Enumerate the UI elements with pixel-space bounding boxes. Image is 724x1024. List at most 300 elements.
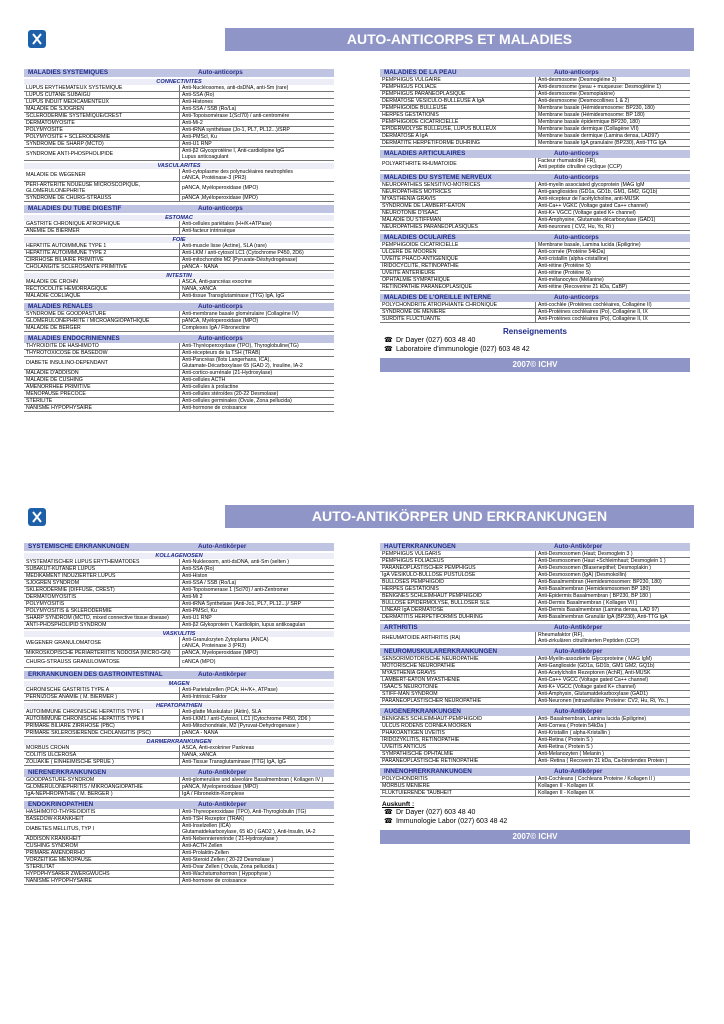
disease-cell: MALADIE DE SJOGREN bbox=[26, 106, 84, 112]
table-row bbox=[24, 250, 334, 257]
subsection-header: INTESTIN bbox=[24, 273, 334, 279]
table-row bbox=[24, 587, 334, 594]
section-header bbox=[24, 671, 334, 679]
antibody-cell: Anti-PMScl, Ku bbox=[179, 608, 334, 614]
de-right-column bbox=[380, 540, 690, 844]
antibody-cell: Anti-tissue Transglutaminase (TTG) IgA, IgG bbox=[179, 293, 334, 299]
antibody-cell: Anti-Prolaktin-Zellen bbox=[179, 850, 334, 856]
table-row bbox=[380, 607, 690, 614]
phone-icon: ☎ bbox=[384, 809, 393, 816]
disease-cell: AUTOIMMUNE CHRONISCHE HEPATITIS TYPE I bbox=[26, 709, 143, 715]
table-row bbox=[380, 309, 690, 316]
disease-cell: NEUROPATHIES PARANEOPLASIQUES bbox=[382, 224, 478, 230]
table-row bbox=[380, 593, 690, 600]
table-row bbox=[380, 684, 690, 691]
antibody-cell: Kollagen II - Kollagen IX bbox=[535, 790, 690, 796]
disease-cell: AMENORRHEE PRIMITIVE bbox=[26, 384, 91, 390]
table-row bbox=[380, 677, 690, 684]
table-row bbox=[380, 632, 690, 645]
table-row bbox=[24, 650, 334, 657]
table-row bbox=[380, 277, 690, 284]
section-antibody-label: Auto-anticorps bbox=[554, 294, 599, 301]
table-row bbox=[24, 878, 334, 885]
disease-cell: RHEUMATOIDE ARTHRITIS (RA) bbox=[382, 635, 461, 641]
table-row bbox=[380, 126, 690, 133]
table-row bbox=[380, 182, 690, 189]
section-header bbox=[380, 708, 690, 716]
antibody-cell: Anti-U1 RNP bbox=[179, 141, 334, 147]
antibody-cell: Anti-cellules germinales (Ovule, Zona pellucida) bbox=[179, 398, 334, 404]
antibody-cell: Anti-gangliosides (GD1a, GD1b, GM1, GM2, GQ1b) bbox=[535, 189, 690, 195]
antibody-cell: Anti-Desmosomen (IgA) (Desmokollin) bbox=[535, 572, 690, 578]
disease-cell: THYROIDITE DE HASHIMOTO bbox=[26, 343, 99, 349]
disease-cell: MALADIE DE BERGER bbox=[26, 325, 81, 331]
disease-cell: SYNDROME DE LAMBERT-EATON bbox=[382, 203, 466, 209]
antibody-cell: Complexes IgA / Fibronectine bbox=[179, 325, 334, 331]
antibody-cell: Anti-cristallin (alpha-cristalline) bbox=[535, 256, 690, 262]
disease-cell: MENOPAUSE PRECOCE bbox=[26, 391, 86, 397]
disease-cell: SCLERODERMIE SYSTEMIQUE/CREST bbox=[26, 113, 122, 119]
section-antibody-label: Auto-anticorps bbox=[554, 150, 599, 157]
table-row bbox=[24, 566, 334, 573]
table-row bbox=[24, 615, 334, 622]
disease-cell: LINEAR IgA DERMATOSE bbox=[382, 607, 444, 613]
table-row bbox=[24, 264, 334, 271]
disease-cell: COLITIS ULCEROSA bbox=[26, 752, 77, 758]
table-row bbox=[24, 325, 334, 332]
fr-left-column bbox=[24, 66, 334, 412]
antibody-cell: Anti-Steroid Zellen ( 20-22 Desmolase ) bbox=[179, 857, 334, 863]
disease-cell: PRIMARE AMENORRHO bbox=[26, 850, 86, 856]
antibody-cell: Anti-tRNA synthétase (Jo-1, PL7, PL12...)/SRP bbox=[179, 127, 334, 133]
antibody-cell: Anti-rétine (Recoverine 21 kDa, CaBP) bbox=[535, 284, 690, 290]
subsection-header: DARMERKRANKUNGEN bbox=[24, 739, 334, 745]
table-row bbox=[24, 257, 334, 264]
disease-cell: PEMPHIGUS PARANEOPLASIQUE bbox=[382, 91, 466, 97]
disease-cell: PEMPHIGUS FOLIACE bbox=[382, 84, 437, 90]
disease-cell: ANTI-PHOSPHOLIPID SYNDROM bbox=[26, 622, 107, 628]
disease-cell: DERMATOSE VESICULO-BULLEUSE A IgA bbox=[382, 98, 485, 104]
antibody-cell: Anti-cochlée (Protéines cochléaires, Collagène II) bbox=[535, 302, 690, 308]
table-row bbox=[380, 698, 690, 705]
table-row bbox=[24, 594, 334, 601]
footer-copyright: 2007© ICHV bbox=[380, 358, 690, 372]
disease-cell: IgA-NEPHROPATHIE ( M. BERGER ) bbox=[26, 791, 113, 797]
disease-cell: GLOMERULONEPHRITE / MICROANGIOPATHIQUE bbox=[26, 318, 150, 324]
table-row bbox=[380, 302, 690, 309]
subsection-header: FOIE bbox=[24, 237, 334, 243]
table-row bbox=[24, 809, 334, 816]
fr-right-column bbox=[380, 66, 690, 372]
table-row bbox=[24, 752, 334, 759]
disease-cell: HASHIMOTO-THYREOIDITIS bbox=[26, 809, 96, 815]
table-row bbox=[24, 745, 334, 752]
section-antibody-label: Auto-Antikörper bbox=[554, 543, 603, 550]
disease-cell: POLYARTHRITE RHUMATOIDE bbox=[382, 161, 457, 167]
section-title: MALADIES ARTICULAIRES bbox=[384, 150, 466, 157]
disease-cell: PEMPHIGUS VULGARIS bbox=[382, 551, 441, 557]
table-row bbox=[24, 377, 334, 384]
disease-cell: PEMPHIGOIDE CICATRICIELLE bbox=[382, 119, 459, 125]
antibody-cell: Anti-SSA (Ro) bbox=[179, 92, 334, 98]
antibody-cell: Anti-cellules stéroïdes (20-22 Desmolase) bbox=[179, 391, 334, 397]
antibody-cell: pANCA ,Myéloperoxidase (MPO) bbox=[179, 195, 334, 201]
disease-cell: SKLERODERMIE (DIFFUSE, CREST) bbox=[26, 587, 115, 593]
table-row bbox=[380, 112, 690, 119]
antibody-cell: ASCA, Anti-exokriner Pankreas bbox=[179, 745, 334, 751]
antibody-cell: Anti-mélanocytes (Mélanine) bbox=[535, 277, 690, 283]
disease-cell: EPIDERMOLYSE BULLEUSE, LUPUS BULLEUX bbox=[382, 126, 497, 132]
table-row bbox=[24, 243, 334, 250]
table-row bbox=[380, 751, 690, 758]
antibody-cell: Anti-cornée (Protéine 54kDa) bbox=[535, 249, 690, 255]
antibody-cell: Kollagen II - Kollagen IX bbox=[535, 783, 690, 789]
section-antibody-label: Auto-anticorps bbox=[198, 335, 243, 342]
table-row bbox=[24, 311, 334, 318]
antibody-cell: Anti-Nucléosomes, anti-dsDNA, anti-Sm (rare) bbox=[179, 85, 334, 91]
table-row bbox=[380, 119, 690, 126]
antibody-cell: Rheumafaktor (RF), Anti-zirkulären citrullinierten Peptiden (CCP) bbox=[535, 632, 690, 644]
table-row bbox=[24, 391, 334, 398]
table-row bbox=[24, 384, 334, 391]
footer-copyright: 2007© ICHV bbox=[380, 830, 690, 844]
disease-cell: ANEMIE DE BIERMER bbox=[26, 228, 80, 234]
disease-cell: DERMATITIS HERPETIFORMIS DUHRING bbox=[382, 614, 483, 620]
antibody-cell: Anti-U1 RNP bbox=[179, 615, 334, 621]
disease-cell: UVEITE PHACO-ANTIGENIQUE bbox=[382, 256, 459, 262]
disease-cell: MOTORISCHE NEUROPATHIE bbox=[382, 663, 456, 669]
disease-cell: CIRRHOSE BILIAIRE PRIMITIVE bbox=[26, 257, 104, 263]
antibody-cell: Anti-desmosome (Desmocollines 1 & 2) bbox=[535, 98, 690, 104]
antibody-cell: Anti-Retina ( Protein S ) bbox=[535, 737, 690, 743]
disease-cell: CHURG-STRAUSS GRANULOMATOSE bbox=[26, 659, 120, 665]
disease-cell: ADDISON KRANKHEIT bbox=[26, 836, 81, 842]
subsection-header: VASCULARITES bbox=[24, 163, 334, 169]
disease-cell: DERMATOMYOSITIS bbox=[26, 594, 77, 600]
disease-cell: MIKROSKOPISCHE PERIARTERIITIS NODOSA (MICRO-GN) bbox=[26, 650, 171, 656]
table-row bbox=[24, 141, 334, 148]
antibody-cell: Anti-Ca++ VGCC (Voltage gated Ca++ channel) bbox=[535, 677, 690, 683]
disease-cell: MORBUS MENIERE bbox=[382, 783, 430, 789]
antibody-cell: pANCA, Myéloperoxidase (MPO) bbox=[179, 182, 334, 194]
antibody-cell: Anti-Inselzellen (ICA) Glutamatdekarboxylase, 65 kD ( GAD2 ), Anti-Insulin, IA-2 bbox=[179, 823, 334, 835]
table-row bbox=[24, 221, 334, 228]
antibody-cell: Anti-SSA / SSB (Ro/La) bbox=[179, 106, 334, 112]
table-row bbox=[380, 744, 690, 751]
table-row bbox=[24, 730, 334, 737]
antibody-cell: Anti-Parietalzellen (PCA; H+/K+, ATPase) bbox=[179, 687, 334, 693]
antibody-cell: pANCA - NANA bbox=[179, 730, 334, 736]
table-row bbox=[24, 559, 334, 566]
table-row bbox=[380, 776, 690, 783]
section-title: MALADIES DU TUBE DIGESTIF bbox=[28, 205, 122, 212]
table-row bbox=[380, 196, 690, 203]
disease-cell: STIFF-MAN SYNDROM bbox=[382, 691, 438, 697]
disease-cell: BULLOSES PEMPHIGOID bbox=[382, 579, 444, 585]
section-antibody-label: Auto-anticorps bbox=[198, 69, 243, 76]
section-title: HAUTERKRANKUNGEN bbox=[384, 543, 456, 550]
disease-cell: SYNDROME ANTI-PHOSPHOLIPIDE bbox=[26, 151, 114, 157]
disease-cell: SENSORIMOTORISCHE NEUROPATHIE bbox=[382, 656, 479, 662]
disease-cell: BENIGNES SCHLEIMHAUT-PEMPHIGOID bbox=[382, 716, 483, 722]
antibody-cell: Anti-Thyréoperoxydase (TPO), Thyroglobuline(TG) bbox=[179, 343, 334, 349]
table-row bbox=[380, 203, 690, 210]
disease-cell: IRIDOCYCLITE, RETINOPATHIE bbox=[382, 263, 459, 269]
table-row bbox=[24, 370, 334, 377]
antibody-cell: Anti-Topoisomerase 1 (Scl70) / anti-Zentromer bbox=[179, 587, 334, 593]
antibody-cell: Anti-Amphysine, Glutamate-décarboxylase (GAD1) bbox=[535, 217, 690, 223]
section-antibody-label: Auto-Antikörper bbox=[198, 543, 247, 550]
antibody-cell: Membrane basale (Hémidesmosome: BP 180) bbox=[535, 112, 690, 118]
table-row bbox=[24, 573, 334, 580]
renseignements-heading: Renseignements bbox=[502, 327, 568, 336]
de-left-column bbox=[24, 540, 334, 885]
disease-cell: PEMPHIGOIDE BULLEUSE bbox=[382, 105, 448, 111]
section-header bbox=[24, 335, 334, 343]
disease-cell: ISAAC'S NEUROTONIE bbox=[382, 684, 438, 690]
disease-cell: SYNDROME DE MENIERE bbox=[382, 309, 446, 315]
table-row bbox=[24, 92, 334, 99]
table-row bbox=[24, 85, 334, 92]
table-row bbox=[24, 148, 334, 161]
antibody-cell: Anti-hormone de croissance bbox=[179, 878, 334, 884]
section-title: MALADIES DE L'OREILLE INTERNE bbox=[384, 294, 492, 301]
disease-cell: MYASTHENIA GRAVIS bbox=[382, 196, 436, 202]
table-row bbox=[380, 572, 690, 579]
antibody-cell: Anti-cellules ACTH bbox=[179, 377, 334, 383]
table-row bbox=[24, 350, 334, 357]
section-header bbox=[380, 624, 690, 632]
contact-line: ☎ Immunologie Labor (027) 603 48 42 bbox=[384, 818, 508, 825]
section-header bbox=[380, 768, 690, 776]
disease-cell: PARANEOPLASTISCHER PEMPHIGUS bbox=[382, 565, 476, 571]
table-row bbox=[24, 608, 334, 615]
section-header bbox=[24, 543, 334, 551]
antibody-cell: Anti-récepteurs de la TSH (TRAB) bbox=[179, 350, 334, 356]
disease-cell: DERMATOMYOSITE bbox=[26, 120, 75, 126]
disease-cell: IRIDOZYKLITIS, RETINOPATHIE bbox=[382, 737, 460, 743]
disease-cell: NANISME HYPOPHYSAIRE bbox=[26, 405, 93, 411]
antibody-cell: pANCA, Myeloperoxidase (MPO) bbox=[179, 784, 334, 790]
antibody-cell: Anti-cellules à prolactine bbox=[179, 384, 334, 390]
antibody-cell: Anti-Cornea ( Protein 54kDa ) bbox=[535, 723, 690, 729]
phone-icon: ☎ bbox=[384, 818, 393, 825]
section-antibody-label: Auto-Antikörper bbox=[198, 671, 247, 678]
table-row bbox=[24, 694, 334, 701]
antibody-cell: Membrane basale, Lamina lucida (Epiligrine) bbox=[535, 242, 690, 248]
disease-cell: AUTOIMMUNE CHRONISCHE HEPATITIS TYPE II bbox=[26, 716, 145, 722]
section-header bbox=[380, 69, 690, 77]
disease-cell: VORZEITIGE MENOPAUSE bbox=[26, 857, 92, 863]
antibody-cell: Membrane basale dermique (Lamina densa, LAD97) bbox=[535, 133, 690, 139]
disease-cell: NANISME HYPOPHYSAIRE bbox=[26, 878, 93, 884]
subsection-header: KOLLAGENOSEN bbox=[24, 553, 334, 559]
antibody-cell: Anti-Desmosomen (Haut; Desmoglein 3 ) bbox=[535, 551, 690, 557]
disease-cell: PEMPHIGOIDE CICATRICIELLE bbox=[382, 242, 459, 248]
disease-cell: PERNIZIÖSE ANÄMIE ( M. BIERMER ) bbox=[26, 694, 118, 700]
table-row bbox=[380, 249, 690, 256]
disease-cell: OPHTALMIE SYMPATHIQUE bbox=[382, 277, 451, 283]
table-row bbox=[24, 343, 334, 350]
antibody-cell: Anti-hormone de croissance bbox=[179, 405, 334, 411]
disease-cell: POLYCHONDRITE ATROPHIANTE CHRONIQUE bbox=[382, 302, 498, 308]
table-row bbox=[24, 182, 334, 195]
disease-cell: CHRONISCHE GASTRITIS TYPE A bbox=[26, 687, 110, 693]
table-row bbox=[24, 286, 334, 293]
antibody-cell: Anti-rétine (Protéine S) bbox=[535, 263, 690, 269]
table-row bbox=[380, 656, 690, 663]
section-title: ENDOKRINOPATHIEN bbox=[28, 801, 94, 808]
section-header bbox=[380, 648, 690, 656]
section-header bbox=[24, 801, 334, 809]
section-title: SYSTEMISCHE ERKRANKUNGEN bbox=[28, 543, 130, 550]
table-row bbox=[24, 864, 334, 871]
table-row bbox=[380, 691, 690, 698]
antibody-cell: Anti-tRNA Synthetase (Anti-Jo1, PL7, PL12...)/ SRP bbox=[179, 601, 334, 607]
table-row bbox=[380, 783, 690, 790]
phone-icon: ☎ bbox=[384, 346, 393, 353]
antibody-cell: Anti-Topoisomérase 1(Scl70) / anti-centromère bbox=[179, 113, 334, 119]
antibody-cell: Anti-Mi 2 bbox=[179, 594, 334, 600]
table-row bbox=[380, 217, 690, 224]
table-row bbox=[380, 600, 690, 607]
contact-line: ☎ Laboratoire d'immunologie (027) 603 48 42 bbox=[384, 346, 530, 353]
section-header bbox=[24, 205, 334, 213]
table-row bbox=[24, 759, 334, 766]
antibody-cell: Anti-Ca++ VGKC (Voltage gated Ca++ channel) bbox=[535, 203, 690, 209]
antibody-cell: Anti-Myelin-assoziierte Glycoproteine ( MAG IgM) bbox=[535, 656, 690, 662]
antibody-cell: Anti-SSA / SSB (Ro/La) bbox=[179, 580, 334, 586]
subsection-header: VASKULITIS bbox=[24, 631, 334, 637]
antibody-cell: IgA / Fibronektin-Komplexe bbox=[179, 791, 334, 797]
antibody-cell: Anti-LKM1 / anti-Cytosol, LC1 (Cytochrome P450, 2D6 ) bbox=[179, 716, 334, 722]
disease-cell: POLYMYOSITIS bbox=[26, 601, 65, 607]
antibody-cell: Anti-Pancréas (îlots Langerhans, ICA), Glutamate-Décarboxylase 65 (GAD 2), Insuline, IA-2 bbox=[179, 357, 334, 369]
antibody-cell: Anti-β2 Glykoprotein I, Kardiolipin, lupus antikoagulan bbox=[179, 622, 334, 628]
disease-cell: POLYCHONDRITIS bbox=[382, 776, 428, 782]
table-row bbox=[24, 716, 334, 723]
table-row bbox=[24, 318, 334, 325]
table-row bbox=[24, 843, 334, 850]
antibody-cell: Anti-Protéines cochléaires (Po), Collagène II, IX bbox=[535, 316, 690, 322]
table-row bbox=[24, 169, 334, 182]
table-row bbox=[380, 242, 690, 249]
disease-cell: MYASTHENIA GRAVIS bbox=[382, 670, 436, 676]
antibody-cell: Anti-SSA (Ro) bbox=[179, 566, 334, 572]
disease-cell: SYNDROME DE SHARP (MCTD) bbox=[26, 141, 104, 147]
disease-cell: NEUROPATHIES MOTRICES bbox=[382, 189, 451, 195]
antibody-cell: Anti-desmosome (Desmogléine 3) bbox=[535, 77, 690, 83]
disease-cell: PHAKOANTIGEN UVEITIS bbox=[382, 730, 445, 736]
antibody-cell: Membrane basale épidermique BP230, 180) bbox=[535, 119, 690, 125]
section-header bbox=[24, 303, 334, 311]
antibody-cell: Anti-Basalmembran (Hemidesmosomen BP 180) bbox=[535, 586, 690, 592]
antibody-cell: Anti-glomeruläre und alveoläre Basalmembran ( Kollagen IV ) bbox=[179, 777, 334, 783]
antibody-cell: Anti-Nukleosom, anti-dsDNA, anti-Sm (selten ) bbox=[179, 559, 334, 565]
subsection-header: ESTOMAC bbox=[24, 215, 334, 221]
disease-cell: SURDITE FLUCTUANTE bbox=[382, 316, 441, 322]
disease-cell: GOODPASTURE-SYNDROM bbox=[26, 777, 95, 783]
disease-cell: ZÖLIAKIE ( EINHEIMISCHE SPRUE ) bbox=[26, 759, 114, 765]
disease-cell: HYPOPHYSARER ZWERGWUCHS bbox=[26, 871, 110, 877]
disease-cell: IgA VESIKULO-BULLOSE PUSTULOSE bbox=[382, 572, 476, 578]
subsection-header: HEPATOPATHIEN bbox=[24, 703, 334, 709]
antibody-cell: pANCA - NANA bbox=[179, 264, 334, 270]
table-row bbox=[24, 657, 334, 668]
disease-cell: DIABETES MELLITUS, TYP I bbox=[26, 826, 95, 832]
disease-cell: SYNDROME DE GOODPASTURE bbox=[26, 311, 107, 317]
table-row bbox=[24, 823, 334, 836]
section-antibody-label: Auto-anticorps bbox=[198, 303, 243, 310]
section-antibody-label: Auto-anticorps bbox=[554, 69, 599, 76]
disease-cell: WEGENER GRANULOMATOSE bbox=[26, 640, 102, 646]
section-title: INNENOHRERKRANKUNGEN bbox=[384, 768, 472, 775]
section-header bbox=[24, 769, 334, 777]
disease-cell: SYNDROME DE CHURG-STRAUSS bbox=[26, 195, 112, 201]
antibody-cell: Anti-neurones ( CV2, Hu, Yo, Ri ) bbox=[535, 224, 690, 230]
table-row bbox=[380, 716, 690, 723]
antibody-cell: cANCA (MPO) bbox=[179, 657, 334, 667]
table-row bbox=[24, 816, 334, 823]
section-title: MALADIES DE LA PEAU bbox=[384, 69, 457, 76]
disease-cell: PRIMARE SKLEROSIERENDE CHOLANGITIS (PSC) bbox=[26, 730, 151, 736]
antibody-cell: Anti-Epidermis Basalmembran ( BP230, BP 180 ) bbox=[535, 593, 690, 599]
table-row bbox=[24, 871, 334, 878]
disease-cell: DERMATITE HERPETIFORME DUHRING bbox=[382, 140, 480, 146]
section-title: MALADIES ENDOCRINIENNES bbox=[28, 335, 120, 342]
disease-cell: HERPES GESTATIONIS bbox=[382, 112, 439, 118]
table-row bbox=[24, 134, 334, 141]
antibody-cell: Anti-TSH Rezeptor (TRAK) bbox=[179, 816, 334, 822]
table-row bbox=[380, 730, 690, 737]
section-antibody-label: Auto-Antikörper bbox=[554, 624, 603, 631]
section-title: MALADIES RENALES bbox=[28, 303, 93, 310]
table-row bbox=[380, 189, 690, 196]
disease-cell: GLOMERULONEPHRITIS / MIKROANGIOPATHIE bbox=[26, 784, 143, 790]
table-row bbox=[380, 133, 690, 140]
disease-cell: CHOLANGITE SCLEROSANTE PRIMITIVE bbox=[26, 264, 128, 270]
disease-cell: BENIGNES SCHLEIMHAUT PEMPHIGOID bbox=[382, 593, 482, 599]
subsection-header: CONNECTIVITES bbox=[24, 79, 334, 85]
antibody-cell: Anti-Ganglioside (GD1a, GD1b, GM1 GM2, GQ1b) bbox=[535, 663, 690, 669]
antibody-cell: Anti-Histones bbox=[179, 99, 334, 105]
disease-cell: PRIMARE BILIARE ZIRRHOSE (PBC) bbox=[26, 723, 115, 729]
disease-cell: MORBUS CROHN bbox=[26, 745, 70, 751]
antibody-cell: NANA, xANCA bbox=[179, 286, 334, 292]
table-row bbox=[380, 670, 690, 677]
disease-cell: CUSHING SYNDROM bbox=[26, 843, 78, 849]
antibody-cell: Anti-Mi-2 bbox=[179, 120, 334, 126]
disease-cell: LUPUS ERYTHEMATEUX SYSTEMIQUE bbox=[26, 85, 123, 91]
section-antibody-label: Auto-Antikörper bbox=[554, 708, 603, 715]
disease-cell: FLUKTUIERENDE TAUBHEIT bbox=[382, 790, 452, 796]
disease-cell: HEPATITE AUTOIMMUNE TYPE 2 bbox=[26, 250, 107, 256]
table-row bbox=[380, 84, 690, 91]
antibody-cell: Anti-K+ VGCC (Voltage gated K+ channel) bbox=[535, 684, 690, 690]
antibody-cell: Anti-Neuronen (intrazelluläre Proteine: CV2, Hu, Ri, Yo..) bbox=[535, 698, 690, 704]
table-row bbox=[24, 622, 334, 629]
section-title: NEUROMUSKULARERKRANKUNGEN bbox=[384, 648, 497, 655]
table-row bbox=[380, 737, 690, 744]
antibody-cell: Anti-Nebennierenrinde ( 21-Hydroxylase ) bbox=[179, 836, 334, 842]
antibody-cell: Anti-K+ VGCC (Voltage gated K+ channel) bbox=[535, 210, 690, 216]
disease-cell: MALADIE COELIAQUE bbox=[26, 293, 81, 299]
antibody-cell: Anti-Acetylcholin Rezeptoren (AchR), Anti-MUSK bbox=[535, 670, 690, 676]
disease-cell: NEUROPATHIES SENSITIVO-MOTRICES bbox=[382, 182, 481, 188]
section-header bbox=[380, 543, 690, 551]
disease-cell: MALADIE DE CUSHING bbox=[26, 377, 83, 383]
table-row bbox=[24, 723, 334, 730]
